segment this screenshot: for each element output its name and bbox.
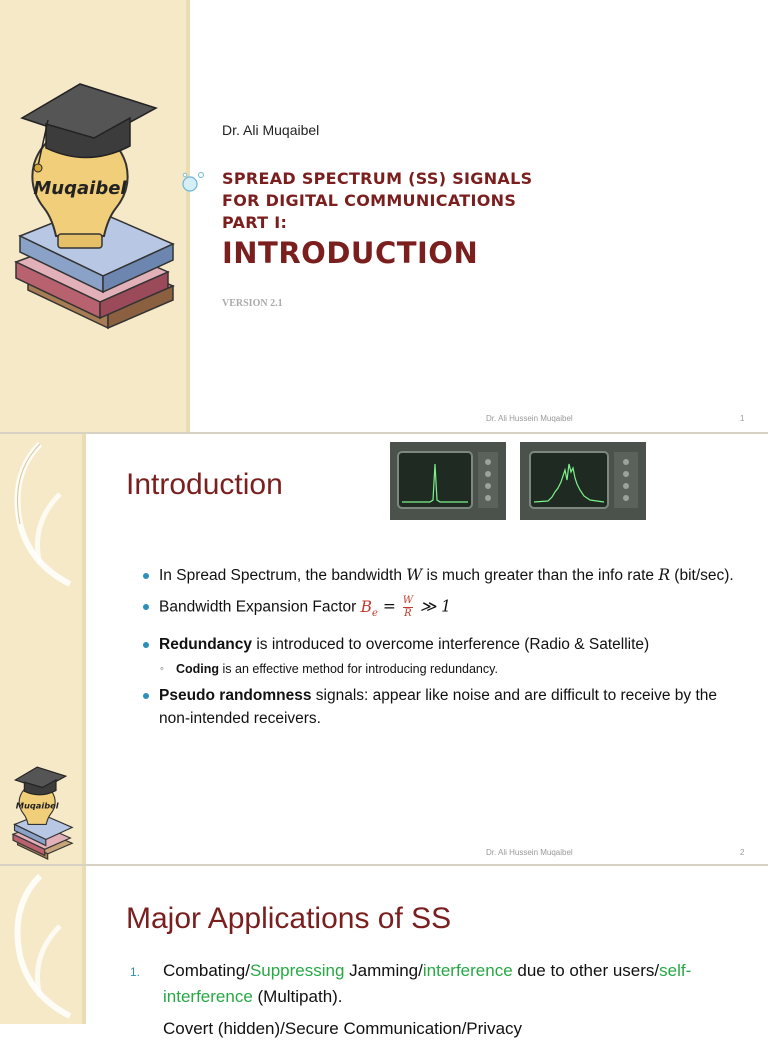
bullet-bandwidth: In Spread Spectrum, the bandwidth W is much greater than the info rate R (bit/sec). — [140, 564, 740, 587]
page-number: 2 — [740, 848, 745, 857]
spectrum-analyzer-narrowband-image — [390, 442, 506, 520]
sub-bullet-coding: ◦ Coding is an effective method for introducing redundancy. — [140, 660, 740, 678]
bullet-pseudo-randomness: Pseudo randomness signals: appear like noise and are difficult to receive by the non-intended receivers. — [140, 684, 740, 730]
page-number: 1 — [740, 414, 745, 423]
bullet-list — [140, 564, 740, 738]
version-label: VERSION 2.1 — [222, 298, 283, 309]
title-line-3: PART I: — [222, 213, 288, 232]
title-line-1: SPREAD SPECTRUM (SS) SIGNALS — [222, 169, 533, 188]
slide-title — [222, 168, 532, 234]
logo-text: Muqaibel — [33, 178, 127, 199]
footer-author: Dr. Ali Hussein Muqaibel — [486, 414, 573, 423]
fraction-w-over-r: $\frac{W}{R}$ — [402, 595, 414, 619]
bullet-expansion-factor: Bandwidth Expansion Factor $B_e$ = $\frac{W}{R}$ ≫ 1 — [140, 595, 740, 625]
footer-author: Dr. Ali Hussein Muqaibel — [486, 848, 573, 857]
bullet-redundancy: Redundancy is introduced to overcome interference (Radio & Satellite) — [140, 633, 740, 656]
decorative-arcs — [0, 434, 120, 694]
applications-list — [130, 958, 750, 1042]
slide-heading: Major Applications of SS — [126, 902, 452, 935]
title-line-2: FOR DIGITAL COMMUNICATIONS — [222, 191, 517, 210]
logo-text: Muqaibel — [15, 800, 59, 811]
slide-3 — [0, 866, 768, 1038]
slide-1 — [0, 0, 768, 432]
muqaibel-logo — [8, 76, 183, 346]
spectrum-analyzer-spread-image — [520, 442, 646, 520]
bubble-decoration — [180, 170, 206, 194]
muqaibel-logo-small — [10, 764, 76, 866]
list-item-1: 1. Combating/Suppressing Jamming/interference due to other users/self-interference (Multipath). — [130, 961, 692, 1006]
list-item-2: Covert (hidden)/Secure Communication/Privacy — [163, 1019, 523, 1038]
slide-heading: Introduction — [126, 468, 283, 501]
slide-2 — [0, 434, 768, 864]
decorative-arcs — [0, 866, 120, 1024]
title-introduction: INTRODUCTION — [222, 236, 479, 270]
author-name: Dr. Ali Muqaibel — [222, 122, 320, 138]
